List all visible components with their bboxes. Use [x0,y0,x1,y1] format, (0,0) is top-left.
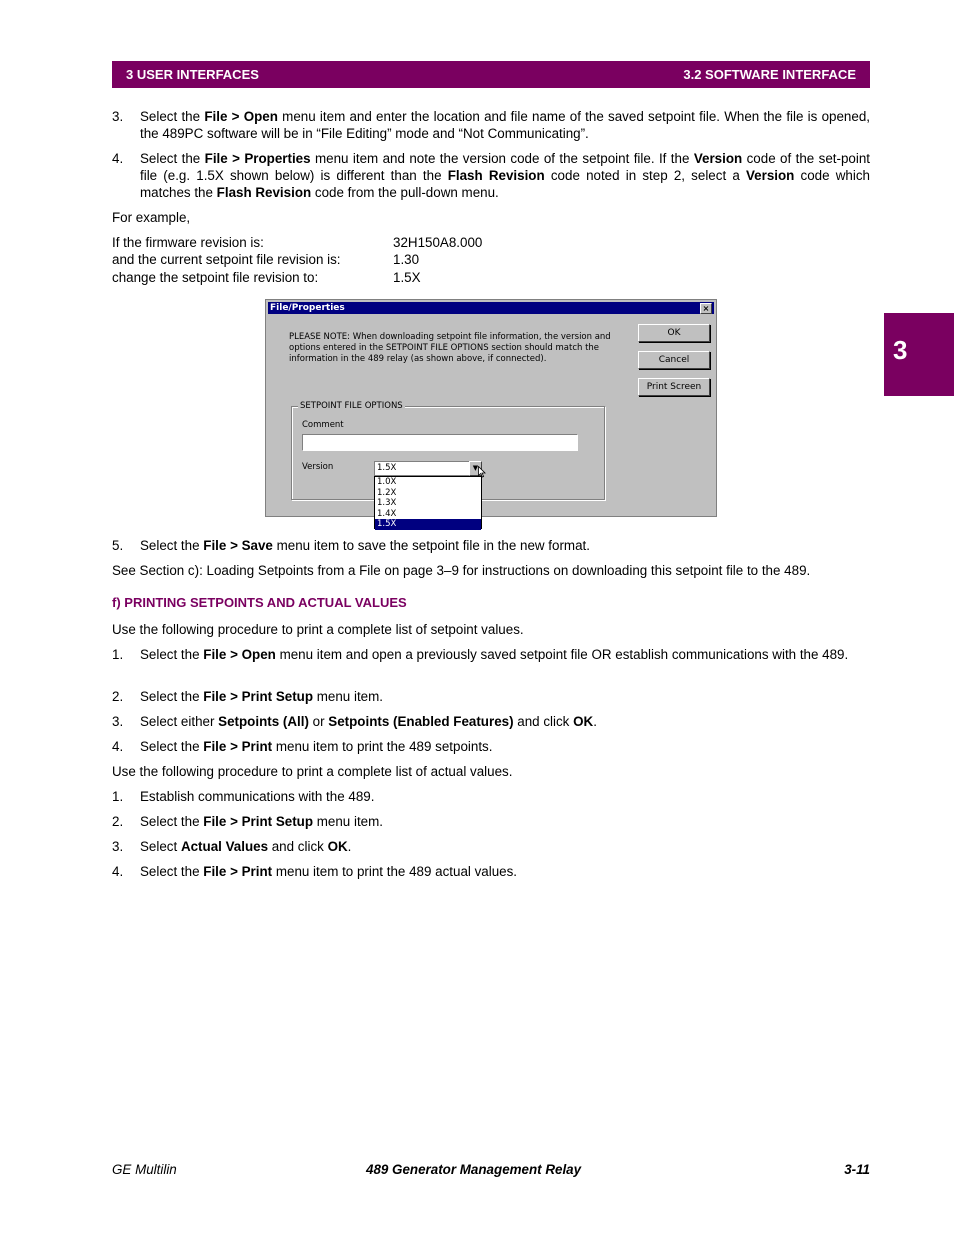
item-text: Select the File > Save menu item to save the setpoint file in the new format. [140,538,590,553]
list-item [112,738,870,755]
file-properties-dialog [265,299,717,529]
list-item [112,813,870,830]
example-value: 1.30 [393,252,420,267]
chapter-number: 3 [893,335,908,365]
see-section-text: See Section c): Loading Setpoints from a File on page 3–9 for instructions on downloading this setpoint file to the 489. [112,563,811,578]
example-value: 32H150A8.000 [393,235,483,250]
dialog-note: PLEASE NOTE: When downloading setpoint file information, the version and options entered in the SETPOINT FILE OPTIONS section should match the information in the 489 relay (as shown above, if connected). [289,332,611,364]
item-number: 1. [112,789,124,804]
item-number: 3. [112,839,124,854]
item-number: 4. [112,151,124,166]
list-item [112,788,870,805]
version-option[interactable]: 1.4X [377,508,397,519]
for-example-text: For example, [112,210,191,225]
list-item [112,838,870,855]
item-text: Select Actual Values and click OK. [140,839,352,854]
close-icon[interactable]: × [700,303,712,314]
item-text: Select the File > Open menu item and open a previously saved setpoint file OR establish communications with the 489. [140,647,849,662]
comment-field[interactable] [302,434,578,451]
footer-left: GE Multilin [112,1162,177,1177]
chevron-down-icon[interactable]: ▼ [469,461,482,476]
list-item [112,688,870,705]
item-text: Select the File > Print menu item to print the 489 setpoints. [140,739,493,754]
page-number: 3-11 [844,1162,870,1177]
version-dropdown-list [374,476,482,529]
item-number: 5. [112,538,124,553]
dialog-title-bar [268,302,714,314]
comment-label: Comment [302,420,344,430]
item-text: Select the File > Open menu item and enter the location and file name of the saved setpoint file. When the file is opened, the 489PC software will be in “File Editing” mode and “Not Communicating”. [140,109,870,141]
example-label: If the firmware revision is: [112,235,264,250]
intro-text: Use the following procedure to print a complete list of actual values. [112,764,513,779]
list-item [112,108,870,142]
list-item [112,150,870,201]
running-header [112,61,870,88]
item-number: 2. [112,689,124,704]
item-text: Select either Setpoints (All) or Setpoints (Enabled Features) and click OK. [140,714,597,729]
example-value: 1.5X [393,270,421,285]
version-option[interactable]: 1.2X [377,487,397,498]
footer-title: 489 Generator Management Relay [366,1162,582,1177]
section-heading: f) PRINTING SETPOINTS AND ACTUAL VALUES [112,595,407,610]
item-text: Select the File > Properties menu item and note the version code of the setpoint file. If the Version code of the set-point file (e.g. 1.5X shown below) is different than the Flash Revision code noted in step 2, select a Version code which matches the Flash Revision code from the pull-down menu. [140,151,870,200]
example-row [112,269,532,286]
dialog-title: File/Properties [270,303,345,313]
group-label: SETPOINT FILE OPTIONS [300,401,403,411]
example-label: change the setpoint file revision to: [112,270,319,285]
item-number: 4. [112,739,124,754]
example-row [112,234,532,251]
print-screen-button[interactable]: Print Screen [638,378,710,396]
example-row [112,251,532,268]
item-number: 2. [112,814,124,829]
version-select[interactable]: 1.5X [374,461,482,476]
list-item [112,713,870,730]
item-text: Select the File > Print Setup menu item. [140,814,383,829]
item-text: Select the File > Print menu item to print the 489 actual values. [140,864,518,879]
item-text: Select the File > Print Setup menu item. [140,689,383,704]
header-chapter: 3 USER INTERFACES [126,67,259,82]
item-number: 4. [112,864,124,879]
intro-text: Use the following procedure to print a complete list of setpoint values. [112,622,524,637]
chapter-tab [884,313,954,396]
list-item [112,863,870,880]
mouse-pointer-icon [478,466,486,478]
version-option-selected[interactable]: 1.5X [375,519,481,530]
list-item [112,537,870,554]
item-number: 3. [112,714,124,729]
version-label: Version [302,462,334,472]
version-option[interactable]: 1.0X [377,477,397,487]
item-number: 3. [112,109,124,124]
example-label: and the current setpoint file revision is: [112,252,341,267]
header-section: 3.2 SOFTWARE INTERFACE [683,67,856,82]
item-text: Establish communications with the 489. [140,789,375,804]
list-item [112,646,870,680]
version-option[interactable]: 1.3X [377,498,397,508]
cancel-button[interactable]: Cancel [638,351,710,369]
item-number: 1. [112,647,124,662]
ok-button[interactable]: OK [638,324,710,342]
